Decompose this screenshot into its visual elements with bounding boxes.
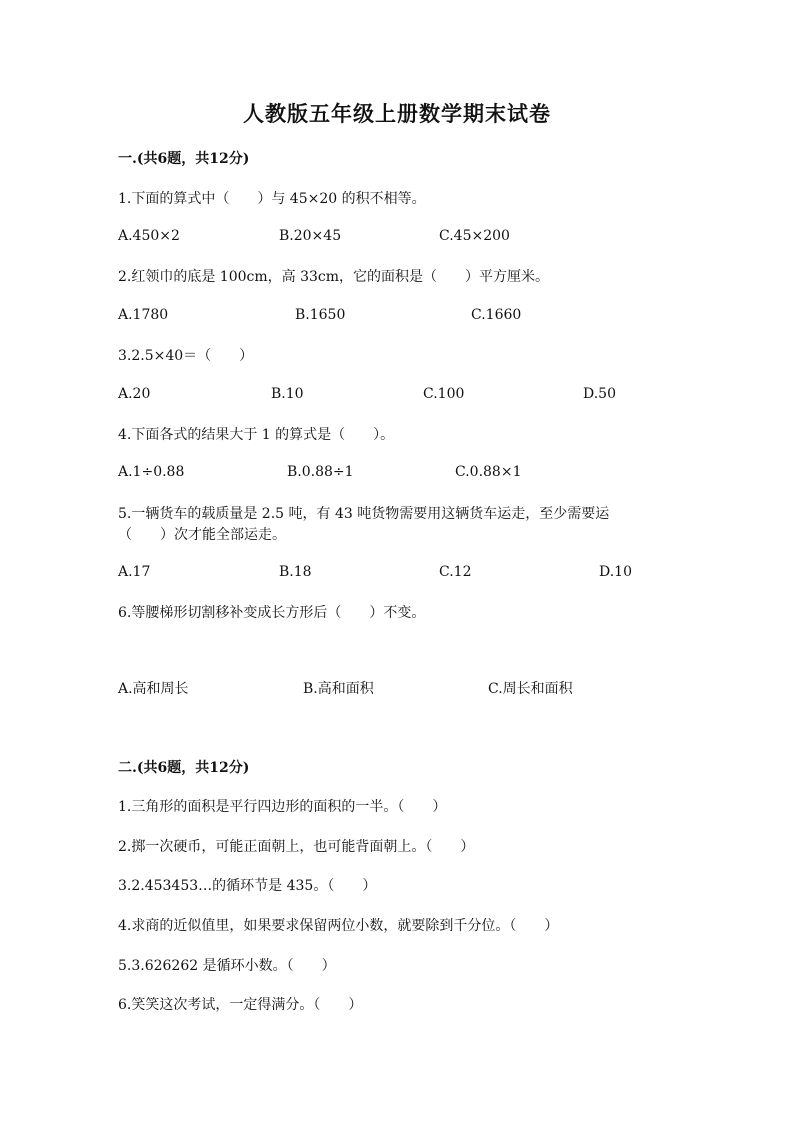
option-1-5-d: D.10 (599, 564, 632, 580)
option-1-2-a: A.1780 (118, 307, 169, 323)
section-2-heading: 二.(共6题，共12分) (118, 760, 250, 776)
option-1-5-c: C.12 (439, 564, 472, 580)
question-1-5: 5.一辆货车的载质量是 2.5 吨，有 43 吨货物需要用这辆货车运走，至少需要运 (118, 506, 610, 522)
option-1-2-b: B.1650 (295, 307, 346, 323)
question-2-1: 1.三角形的面积是平行四边形的面积的一半。（ ） (118, 799, 447, 815)
option-1-4-b: B.0.88÷1 (287, 464, 354, 480)
question-1-5-cont: （ ）次才能全部运走。 (118, 527, 286, 543)
option-1-6-b: B.高和面积 (303, 681, 374, 697)
option-1-6-a: A.高和周长 (118, 681, 189, 697)
question-2-6: 6.笑笑这次考试，一定得满分。（ ） (118, 997, 363, 1013)
option-1-3-b: B.10 (271, 386, 304, 402)
option-1-1-b: B.20×45 (279, 228, 342, 244)
option-1-5-a: A.17 (118, 564, 151, 580)
section-1-heading: 一.(共6题，共12分) (118, 151, 250, 167)
question-1-3: 3.2.5×40＝（ ） (118, 348, 254, 364)
option-1-2-c: C.1660 (471, 307, 522, 323)
option-1-3-d: D.50 (583, 386, 616, 402)
option-1-1-c: C.45×200 (439, 228, 510, 244)
question-1-4: 4.下面各式的结果大于 1 的算式是（ ）。 (118, 427, 395, 443)
question-1-1: 1.下面的算式中（ ）与 45×20 的积不相等。 (118, 191, 426, 207)
option-1-5-b: B.18 (279, 564, 312, 580)
option-1-1-a: A.450×2 (118, 228, 180, 244)
option-1-3-a: A.20 (118, 386, 151, 402)
question-2-5: 5.3.626262 是循环小数。（ ） (118, 958, 336, 974)
option-1-3-c: C.100 (423, 386, 465, 402)
page-title: 人教版五年级上册数学期末试卷 (243, 101, 551, 126)
option-1-4-a: A.1÷0.88 (118, 464, 185, 480)
question-2-3: 3.2.453453…的循环节是 435。（ ） (118, 878, 377, 894)
option-1-4-c: C.0.88×1 (455, 464, 522, 480)
question-1-6: 6.等腰梯形切割移补变成长方形后（ ）不变。 (118, 605, 426, 621)
question-2-4: 4.求商的近似值里，如果要求保留两位小数，就要除到千分位。（ ） (118, 918, 559, 934)
question-2-2: 2.掷一次硬币，可能正面朝上，也可能背面朝上。（ ） (118, 839, 475, 855)
option-1-6-c: C.周长和面积 (488, 681, 573, 697)
question-1-2: 2.红领巾的底是 100cm，高 33cm，它的面积是（ ）平方厘米。 (118, 269, 550, 285)
